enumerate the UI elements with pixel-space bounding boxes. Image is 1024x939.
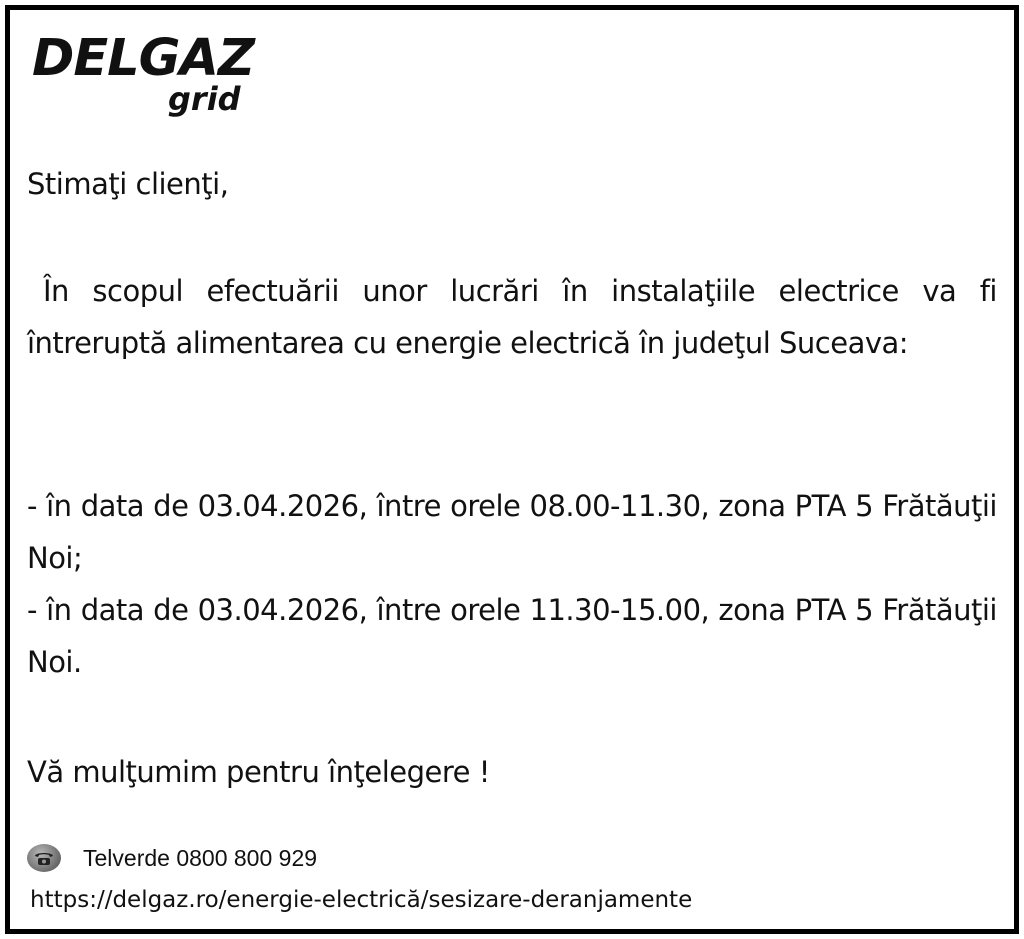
logo-subtitle: grid	[168, 80, 241, 118]
outage-item: - în data de 03.04.2026, între orele 08.00-11.30, zona PTA 5 Frătăuţii Noi;	[27, 489, 997, 575]
delgaz-grid-logo	[32, 30, 272, 130]
phone-number: Telverde 0800 800 929	[83, 845, 318, 871]
outage-item: - în data de 03.04.2026, între orele 11.30-15.00, zona PTA 5 Frătăuţii Noi.	[27, 593, 997, 679]
phone-icon	[27, 844, 61, 872]
outage-list	[27, 480, 997, 688]
report-url-link[interactable]: https://delgaz.ro/energie-electrică/sesizare-deranjamente	[30, 887, 693, 913]
greeting: Stimaţi clienţi,	[27, 167, 229, 201]
logo-wordmark: DELGAZ	[32, 29, 254, 88]
thanks-line: Vă mulţumim pentru înţelegere !	[27, 755, 490, 789]
intro-paragraph: În scopul efectuării unor lucrări în instalaţiile electrice va fi întreruptă alimentarea cu energie electrică în judeţul Suceava:	[27, 274, 997, 360]
phone-contact	[27, 842, 317, 874]
